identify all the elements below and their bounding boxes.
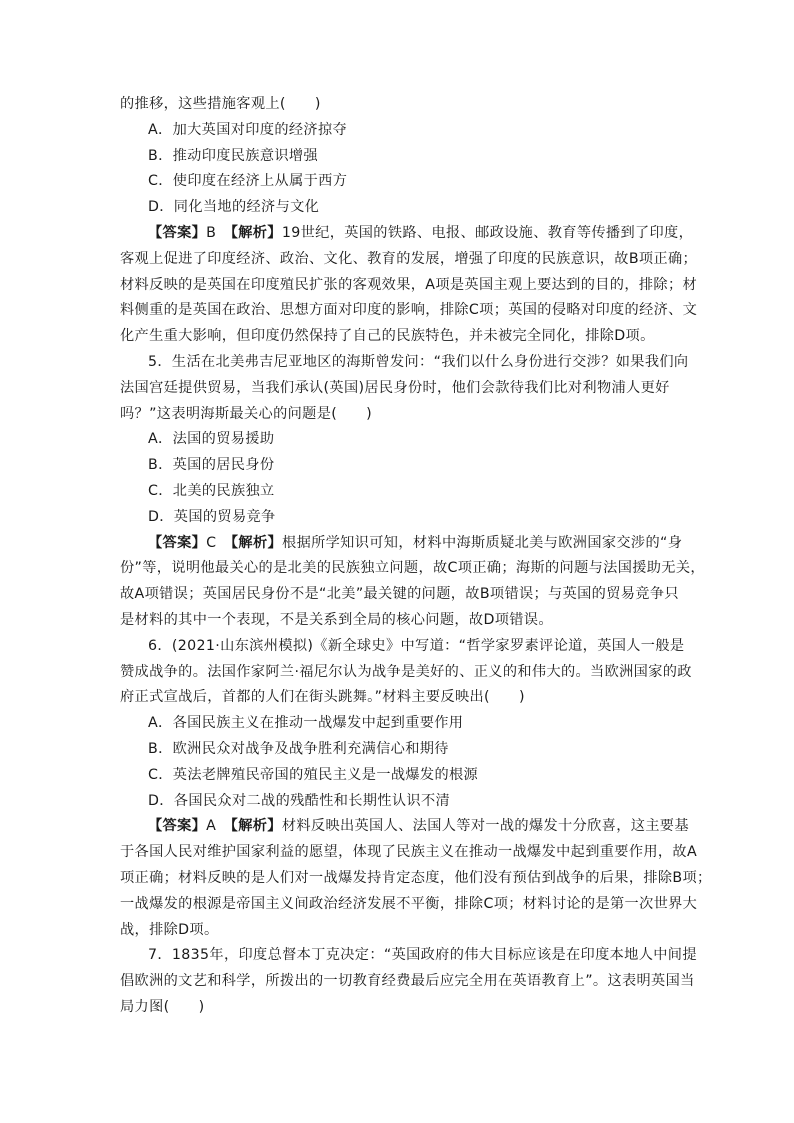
q6-analysis-line-2: 于各国人民对维护国家利益的愿望，体现了民族主义在推动一战爆发中起到重要作用，故A [120, 844, 698, 861]
q5-analysis-line-2: 份”等，说明他最关心的是北美的民族独立问题，故C项正确；海斯的问题与法国援助无关， [120, 560, 705, 577]
q4-answer: B [206, 224, 217, 241]
q6-stem-line-2: 赞成战争的。法国作家阿兰·福尼尔认为战争是美好的、正义的和伟大的。当欧洲国家的政 [120, 663, 692, 680]
q5-answer-line [120, 531, 683, 557]
q5-option-c: C．北美的民族独立 [148, 482, 275, 499]
q4-analysis-line-1: 19世纪，英国的铁路、电报、邮政设施、教育等传播到了印度， [281, 224, 694, 241]
q5-option-d: D．英国的贸易竞争 [148, 508, 276, 525]
q4-answer-line [120, 221, 694, 247]
q5-option-b: B．英国的居民身份 [148, 457, 275, 474]
question-content [120, 92, 712, 1021]
q5-analysis-line-1: 根据所学知识可知，材料中海斯质疑北美与欧洲国家交涉的“身 [282, 534, 683, 551]
analysis-tag: 【解析】 [230, 224, 282, 241]
q6-option-a: A．各国民族主义在推动一战爆发中起到重要作用 [148, 715, 464, 732]
q6-option-c: C．英法老牌殖民帝国的殖民主义是一战爆发的根源 [148, 766, 479, 783]
q4-analysis-line-5: 化产生重大影响，但印度仍然保持了自己的民族特色，并未被完全同化，排除D项。 [120, 328, 655, 345]
answer-tag: 【答案】 [148, 818, 207, 835]
q4-option-b: B．推动印度民族意识增强 [148, 147, 318, 164]
q5-stem-line-1: 5．生活在北美弗吉尼亚地区的海斯曾发问：“我们以什么身份进行交涉？如果我们向 [148, 353, 689, 370]
analysis-tag: 【解析】 [230, 534, 283, 551]
q6-analysis-line-5: 战，排除D项。 [120, 921, 219, 938]
q6-stem-line-1: 6．(2021·山东滨州模拟)《新全球史》中写道：“哲学家罗素评论道，英国人一般是 [148, 637, 685, 654]
q6-answer-line [120, 814, 689, 840]
answer-tag: 【答案】 [148, 224, 207, 241]
q4-analysis-line-3: 材料反映的是英国在印度殖民扩张的客观效果，A项是英国主观上要达到的目的，排除；材 [120, 276, 698, 293]
q5-analysis-line-3: 故A项错误；英国居民身份不是“北美”最关键的问题，故B项错误；与英国的贸易竞争只 [120, 586, 679, 603]
analysis-tag: 【解析】 [230, 818, 282, 835]
q4-option-a: A．加大英国对印度的经济掠夺 [148, 121, 348, 138]
q5-answer: C [206, 534, 217, 551]
q7-stem-line-3: 局力图( ) [120, 998, 205, 1015]
q6-analysis-line-1: 材料反映出英国人、法国人等对一战的爆发十分欣喜，这主要基 [281, 818, 689, 835]
q7-stem-line-1: 7．1835年，印度总督本丁克决定：“英国政府的伟大目标应该是在印度本地人中间提 [148, 947, 697, 964]
q5-analysis-line-4: 是材料的其中一个表现，不是关系到全局的核心问题，故D项错误。 [120, 611, 553, 628]
q6-answer: A [206, 818, 217, 835]
answer-tag: 【答案】 [148, 534, 207, 551]
q4-analysis-line-4: 料侧重的是英国在政治、思想方面对印度的影响，排除C项；英国的侵略对印度的经济、文 [120, 302, 698, 319]
q7-stem-line-2: 倡欧洲的文艺和科学，所拨出的一切教育经费最后应完全用在英语教育上”。这表明英国当 [120, 973, 695, 990]
q6-analysis-line-3: 项正确；材料反映的是人们对一战爆发持肯定态度，他们没有预估到战争的后果，排除B项； [120, 869, 712, 886]
q6-stem-line-3: 府正式宣战后，首都的人们在街头跳舞。”材料主要反映出( ) [120, 689, 525, 706]
q6-option-d: D．各国民众对二战的残酷性和长期性认识不清 [148, 792, 451, 809]
q6-analysis-line-4: 一战爆发的根源是帝国主义间政治经济发展不平衡，排除C项；材料讨论的是第一次世界大 [120, 895, 698, 912]
q5-stem-line-3: 吗？”这表明海斯最关心的问题是( ) [120, 405, 373, 422]
q4-analysis-line-2: 客观上促进了印度经济、政治、文化、教育的发展，增强了印度的民族意识，故B项正确； [120, 250, 698, 267]
q5-stem-line-2: 法国宫廷提供贸易，当我们承认(英国)居民身份时，他们会款待我们比对利物浦人更好 [120, 379, 670, 396]
q4-stem-tail: 的推移，这些措施客观上( ) [120, 96, 321, 112]
q6-option-b: B．欧洲民众对战争及战争胜利充满信心和期待 [148, 740, 449, 757]
q5-option-a: A．法国的贸易援助 [148, 431, 275, 448]
q4-option-c: C．使印度在经济上从属于西方 [148, 173, 348, 190]
q4-option-d: D．同化当地的经济与文化 [148, 199, 320, 216]
